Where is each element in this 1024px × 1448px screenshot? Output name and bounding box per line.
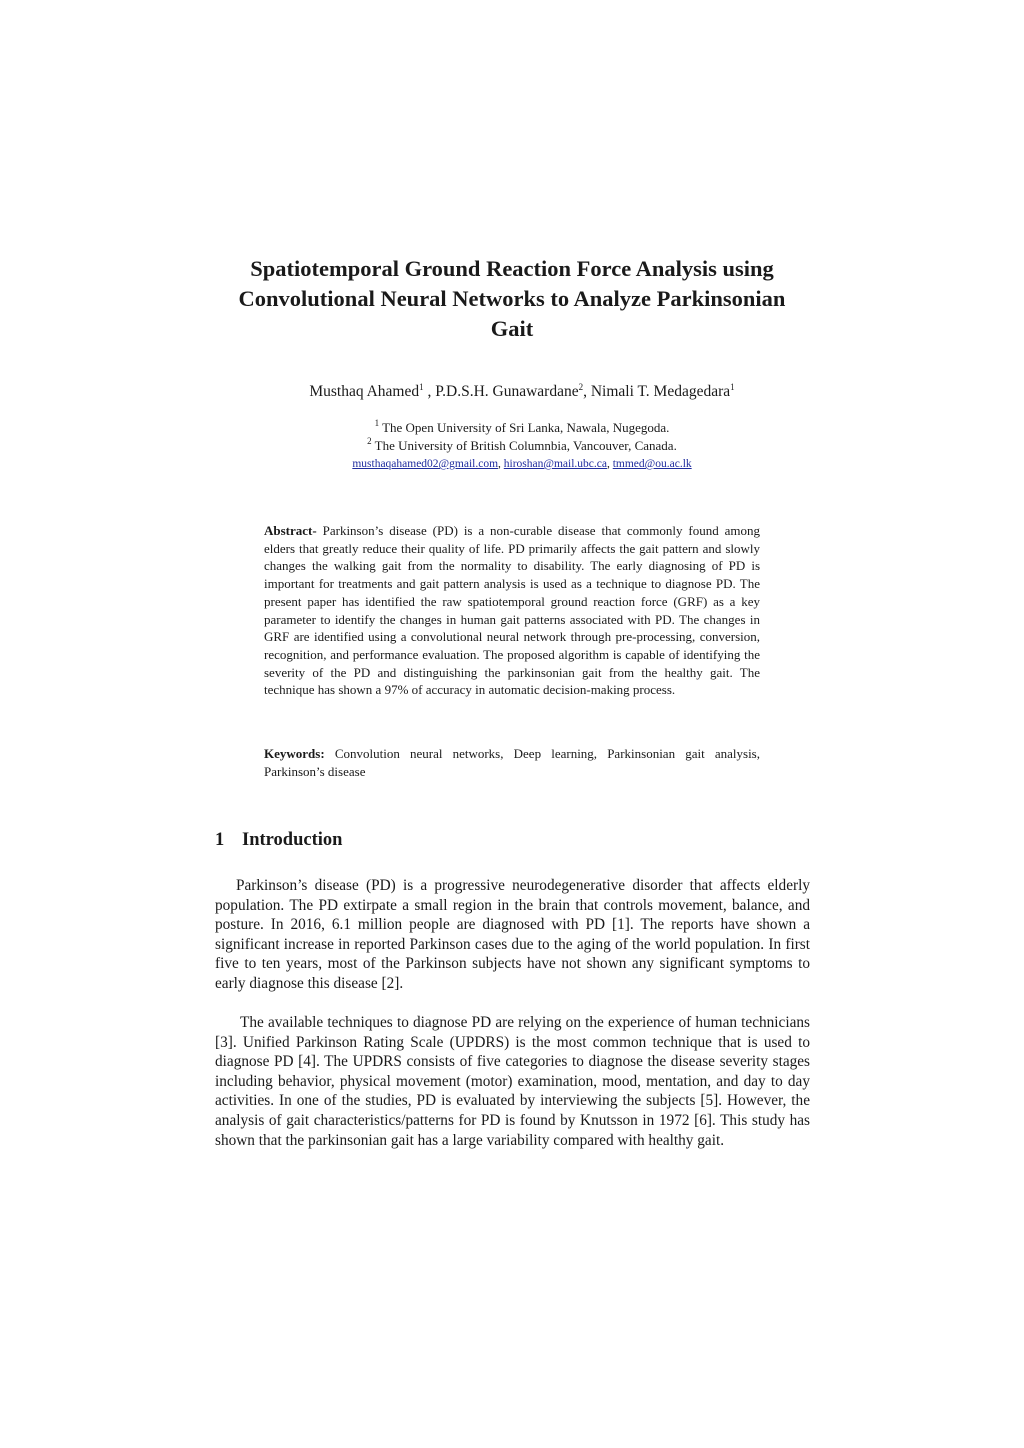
email-link[interactable]: tmmed@ou.ac.lk bbox=[612, 458, 692, 470]
section-number: 1 bbox=[215, 830, 225, 850]
author-name: Nimali T. Medagedara bbox=[590, 383, 731, 400]
affiliation-text: The University of British Columnbia, Vancouver, Canada. bbox=[371, 438, 677, 453]
affiliation-text: The Open University of Sri Lanka, Nawala, Nugegoda. bbox=[379, 420, 670, 435]
author-name: Musthaq Ahamed bbox=[309, 383, 420, 400]
affiliation bbox=[0, 420, 1024, 436]
title-line: Gait bbox=[490, 316, 534, 341]
abstract-label: Abstract- bbox=[264, 523, 317, 538]
body-paragraph: The available techniques to diagnose PD are relying on the experience of human technicians [3]. Unified Parkinson Rating Scale (UPDRS) is the most common technique that is used to diagnose PD [4]. The UPDRS consists of five categories to diagnose the disease severity stages including behavior, physical movement (motor) examination, mood, mentation, and day to day activities. In one of the studies, PD is evaluated by interviewing the subjects [5]. However, the analysis of gait characteristics/patterns for PD is found by Knutsson in 1972 [6]. This study has shown that the parkinsonian gait has a large variability compared with healthy gait. bbox=[215, 1014, 810, 1149]
abstract bbox=[264, 522, 760, 699]
author-separator: , bbox=[423, 383, 436, 400]
author-list bbox=[0, 382, 1024, 402]
author-affiliation-mark: 1 bbox=[730, 382, 735, 392]
title-line: Spatiotemporal Ground Reaction Force Analysis using bbox=[250, 256, 774, 281]
affiliation-mark: 1 bbox=[374, 418, 380, 428]
keywords bbox=[264, 745, 760, 780]
keywords-label: Keywords: bbox=[264, 746, 325, 761]
email-link[interactable]: musthaqahamed02@gmail.com bbox=[352, 458, 499, 470]
email-separator: , bbox=[606, 458, 613, 470]
author-separator: , bbox=[583, 383, 591, 400]
affiliation bbox=[0, 438, 1024, 454]
title-line: Convolutional Neural Networks to Analyze Parkinsonian bbox=[238, 286, 786, 311]
email-link[interactable]: hiroshan@mail.ubc.ca bbox=[503, 458, 607, 470]
email-list bbox=[0, 456, 1024, 472]
author-affiliation-mark: 2 bbox=[578, 382, 584, 392]
paper-title bbox=[200, 254, 824, 344]
email-separator: , bbox=[498, 458, 504, 470]
body-paragraph: Parkinson’s disease (PD) is a progressive neurodegenerative disorder that affects elderly population. The PD extirpate a small region in the brain that controls movement, balance, and posture. In 2016, 6.1 million people are diagnosed with PD [1]. The reports have shown a significant increase in reported Parkinson cases due to the aging of the world population. In first five to ten years, most of the Parkinson subjects have not shown any significant symptoms to early diagnose this disease [2]. bbox=[215, 877, 810, 992]
affiliation-mark: 2 bbox=[367, 436, 372, 446]
abstract-text: Parkinson’s disease (PD) is a non-curable disease that commonly found among elders that greatly reduce their quality of life. PD primarily affects the gait pattern and slowly changes the walking gait from the normality to disability. The early diagnosing of PD is important for treatments and gait pattern analysis is used as a technique to diagnose PD. The present paper has identified the raw spatiotemporal ground reaction force (GRF) as a key parameter to identify the changes in human gait patterns associated with PD. The changes in GRF are identified using a convolutional neural network through pre-processing, conversion, recognition, and performance evaluation. The proposed algorithm is capable of identifying the severity of the PD and distinguishing the parkinsonian gait from the healthy gait. The technique has shown a 97% of accuracy in automatic decision-making process. bbox=[264, 523, 760, 698]
author-name: P.D.S.H. Gunawardane bbox=[435, 383, 579, 400]
section-title: Introduction bbox=[242, 830, 343, 850]
author-affiliation-mark: 1 bbox=[419, 382, 424, 392]
section-heading bbox=[215, 828, 342, 852]
keywords-text: Convolution neural networks, Deep learning, Parkinsonian gait analysis, Parkinson’s disease bbox=[264, 746, 760, 779]
